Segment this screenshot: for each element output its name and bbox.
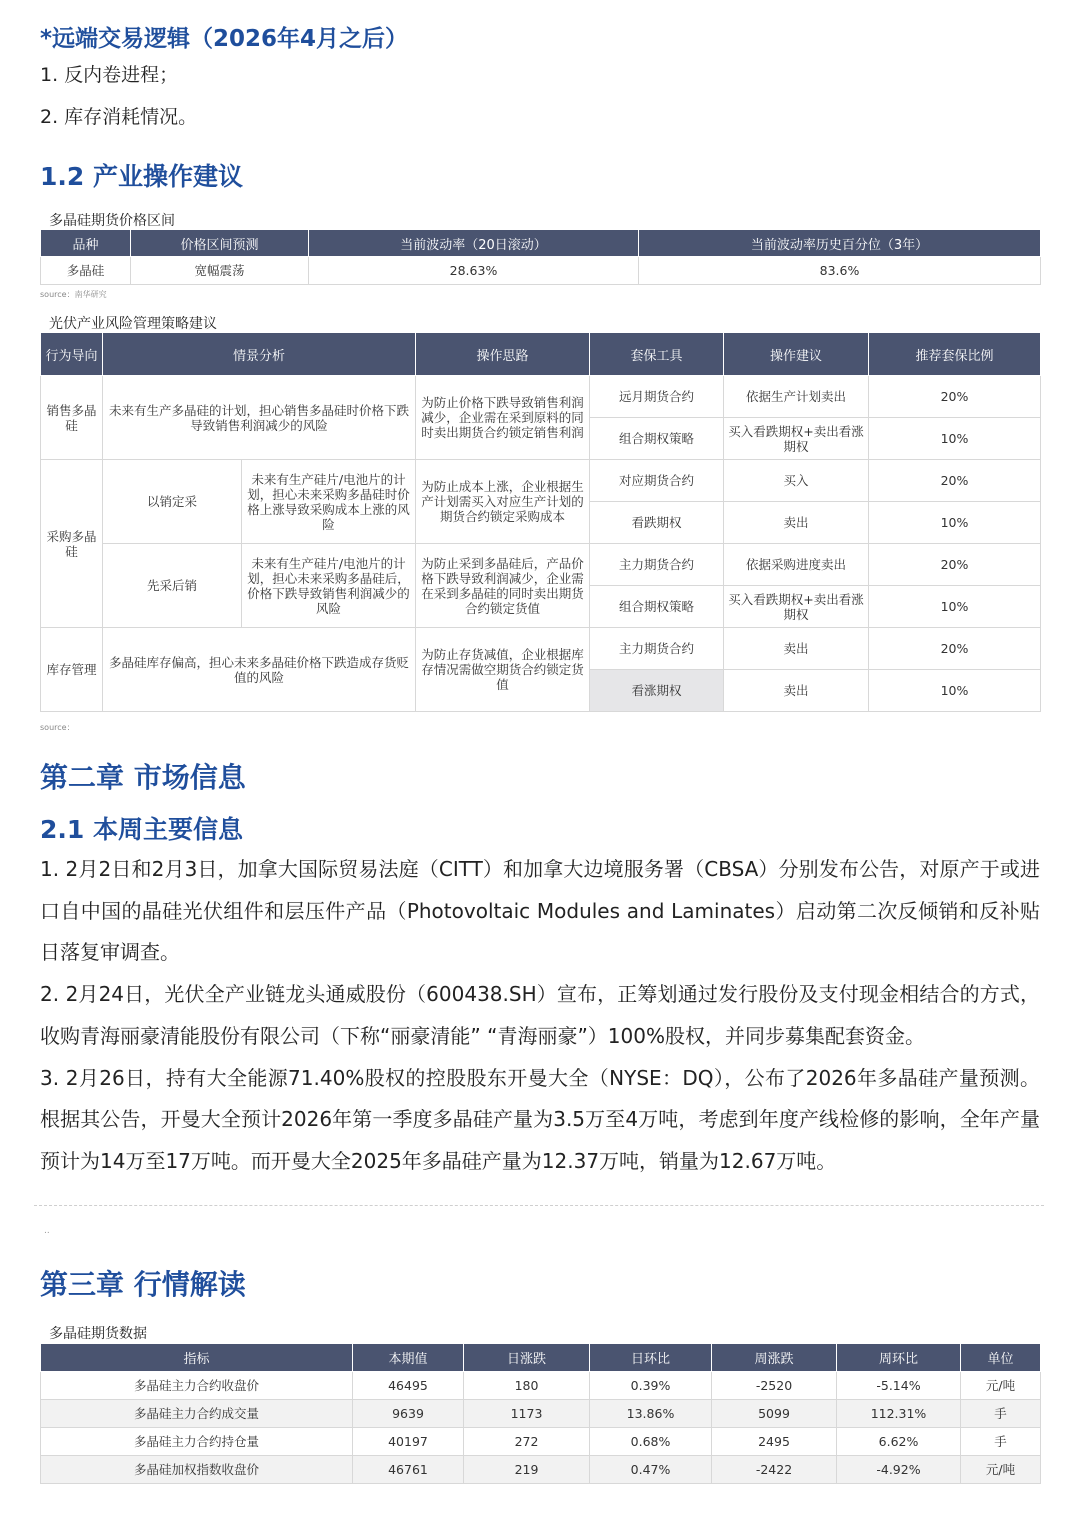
table-cell: 9639 <box>353 1400 464 1428</box>
news-paragraph-1: 1. 2月2日和2月3日，加拿大国际贸易法庭（CITT）和加拿大边境服务署（CBSA）分别发布公告，对原产于或进口自中国的晶硅光伏组件和层压件产品（Photovoltaic Modules and Laminates）启动第二次反倾销和反补贴日落复审调查。 <box>40 857 1040 965</box>
table-cell: 180 <box>464 1372 590 1400</box>
section-2-1-title: 2.1 本周主要信息 <box>40 815 243 844</box>
ratio-cell: 10% <box>869 670 1041 712</box>
table-row <box>41 1372 1041 1400</box>
direction-cell: 库存管理 <box>41 628 103 712</box>
table-cell: 46761 <box>353 1456 464 1484</box>
table-row <box>41 1428 1041 1456</box>
divider-dots: .. <box>44 1226 50 1236</box>
idea-cell: 为防止采到多晶硅后，产品价格下跌导致利润减少，企业需在采到多晶硅的同时卖出期货合约锁定货值 <box>416 544 590 628</box>
table-cell: 多晶硅主力合约持仓量 <box>41 1428 353 1456</box>
advice-cell: 买入看跌期权+卖出看涨期权 <box>724 586 869 628</box>
futures-table-caption: 多晶硅期货数据 <box>49 1326 147 1342</box>
ratio-cell: 20% <box>869 376 1041 418</box>
table-cell: -4.92% <box>837 1456 961 1484</box>
ratio-cell: 20% <box>869 628 1041 670</box>
advice-cell: 依据采购进度卖出 <box>724 544 869 586</box>
table-cell: 2495 <box>712 1428 837 1456</box>
weekly-news <box>40 849 1040 1183</box>
scenario-cell: 未来有生产多晶硅的计划，担心销售多晶硅时价格下跌导致销售利润减少的风险 <box>103 376 416 460</box>
table-cell: 219 <box>464 1456 590 1484</box>
tool-cell: 对应期货合约 <box>590 460 724 502</box>
section-divider <box>34 1205 1044 1206</box>
remote-logic-title: *远端交易逻辑（2026年4月之后） <box>40 26 409 52</box>
table-row <box>41 1400 1041 1428</box>
table-header-cell: 当前波动率（20日滚动） <box>309 230 639 257</box>
table-cell: 1173 <box>464 1400 590 1428</box>
table-header-cell: 周环比 <box>837 1344 961 1372</box>
table-cell: 6.62% <box>837 1428 961 1456</box>
table-cell: -5.14% <box>837 1372 961 1400</box>
table-header-cell: 操作思路 <box>416 333 590 376</box>
tool-cell: 远月期货合约 <box>590 376 724 418</box>
table-row <box>41 544 1041 586</box>
table-header-cell: 品种 <box>41 230 131 257</box>
table-cell: 46495 <box>353 1372 464 1400</box>
table-header-cell: 套保工具 <box>590 333 724 376</box>
tool-cell: 看涨期权 <box>590 670 724 712</box>
table-header-cell: 指标 <box>41 1344 353 1372</box>
ratio-cell: 10% <box>869 502 1041 544</box>
table-row <box>41 628 1041 670</box>
price-table-caption: 多晶硅期货价格区间 <box>49 213 175 229</box>
table-header-cell: 行为导向 <box>41 333 103 376</box>
risk-strategy-table <box>40 332 1041 712</box>
table-header-cell: 操作建议 <box>724 333 869 376</box>
futures-data-table <box>40 1343 1041 1484</box>
advice-cell: 卖出 <box>724 502 869 544</box>
table-cell: 宽幅震荡 <box>131 257 309 285</box>
table-cell: 28.63% <box>309 257 639 285</box>
table-row <box>41 1456 1041 1484</box>
tool-cell: 组合期权策略 <box>590 418 724 460</box>
advice-cell: 买入 <box>724 460 869 502</box>
idea-cell: 为防止成本上涨，企业根据生产计划需买入对应生产计划的期货合约锁定采购成本 <box>416 460 590 544</box>
table-cell: 0.47% <box>590 1456 712 1484</box>
tool-cell: 组合期权策略 <box>590 586 724 628</box>
table-cell: -2422 <box>712 1456 837 1484</box>
ratio-cell: 20% <box>869 544 1041 586</box>
scenario-cell: 未来有生产硅片/电池片的计划，担心未来采购多晶硅后，价格下跌导致销售利润减少的风险 <box>242 544 416 628</box>
idea-cell: 为防止存货减值，企业根据库存情况需做空期货合约锁定货值 <box>416 628 590 712</box>
scenario-cell: 多晶硅库存偏高，担心未来多晶硅价格下跌造成存货贬值的风险 <box>103 628 416 712</box>
advice-cell: 卖出 <box>724 628 869 670</box>
tool-cell: 主力期货合约 <box>590 628 724 670</box>
tool-cell: 主力期货合约 <box>590 544 724 586</box>
table-header-row <box>41 1344 1041 1372</box>
table-header-cell: 推荐套保比例 <box>869 333 1041 376</box>
direction-cell: 采购多晶硅 <box>41 460 103 628</box>
table-cell: 元/吨 <box>961 1372 1041 1400</box>
table-header-cell: 情景分析 <box>103 333 416 376</box>
price-table-source: source：南华研究 <box>40 290 107 299</box>
price-range-table <box>40 229 1041 285</box>
ratio-cell: 10% <box>869 418 1041 460</box>
table-cell: 83.6% <box>639 257 1041 285</box>
advice-cell: 依据生产计划卖出 <box>724 376 869 418</box>
table-cell: 272 <box>464 1428 590 1456</box>
table-header-cell: 单位 <box>961 1344 1041 1372</box>
advice-cell: 卖出 <box>724 670 869 712</box>
table-cell: 0.39% <box>590 1372 712 1400</box>
chapter-2-title: 第二章 市场信息 <box>40 761 246 794</box>
table-header-row <box>41 333 1041 376</box>
table-cell: 多晶硅加权指数收盘价 <box>41 1456 353 1484</box>
ratio-cell: 20% <box>869 460 1041 502</box>
tool-cell: 看跌期权 <box>590 502 724 544</box>
risk-table-caption: 光伏产业风险管理策略建议 <box>49 316 217 332</box>
table-cell: 多晶硅主力合约成交量 <box>41 1400 353 1428</box>
mode-cell: 先采后销 <box>103 544 242 628</box>
table-header-cell: 价格区间预测 <box>131 230 309 257</box>
table-header-cell: 周涨跌 <box>712 1344 837 1372</box>
table-header-row <box>41 230 1041 257</box>
table-cell: 手 <box>961 1400 1041 1428</box>
chapter-3-title: 第三章 行情解读 <box>40 1268 246 1301</box>
risk-table-source: source： <box>40 723 75 732</box>
news-paragraph-3: 3. 2月26日，持有大全能源71.40%股权的控股股东开曼大全（NYSE：DQ），公布了2026年多晶硅产量预测。根据其公告，开曼大全预计2026年第一季度多晶硅产量为3.5万至4万吨，考虑到年度产线检修的影响，全年产量预计为14万至17万吨。而开曼大全2025年多晶硅产量为12.37万吨，销量为12.67万吨。 <box>40 1065 1040 1173</box>
table-cell: 40197 <box>353 1428 464 1456</box>
news-paragraph-2: 2. 2月24日，光伏全产业链龙头通威股份（600438.SH）宣布，正筹划通过发行股份及支付现金相结合的方式，收购青海丽豪清能股份有限公司（下称“丽豪清能” “青海丽豪”）100%股权，并同步募集配套资金。 <box>40 982 1040 1048</box>
table-header-cell: 日环比 <box>590 1344 712 1372</box>
table-row <box>41 460 1041 502</box>
remote-logic-item-2: 2. 库存消耗情况。 <box>40 106 198 128</box>
direction-cell: 销售多晶硅 <box>41 376 103 460</box>
table-cell: 5099 <box>712 1400 837 1428</box>
scenario-cell: 未来有生产硅片/电池片的计划，担心未来采购多晶硅时价格上涨导致采购成本上涨的风险 <box>242 460 416 544</box>
table-cell: 手 <box>961 1428 1041 1456</box>
table-cell: 0.68% <box>590 1428 712 1456</box>
table-cell: 13.86% <box>590 1400 712 1428</box>
ratio-cell: 10% <box>869 586 1041 628</box>
table-cell: 多晶硅主力合约收盘价 <box>41 1372 353 1400</box>
section-1-2-title: 1.2 产业操作建议 <box>40 162 243 191</box>
table-cell: -2520 <box>712 1372 837 1400</box>
table-cell: 112.31% <box>837 1400 961 1428</box>
advice-cell: 买入看跌期权+卖出看涨期权 <box>724 418 869 460</box>
table-row <box>41 257 1041 285</box>
table-row <box>41 376 1041 418</box>
mode-cell: 以销定采 <box>103 460 242 544</box>
table-header-cell: 本期值 <box>353 1344 464 1372</box>
table-header-cell: 当前波动率历史百分位（3年） <box>639 230 1041 257</box>
table-cell: 元/吨 <box>961 1456 1041 1484</box>
idea-cell: 为防止价格下跌导致销售利润减少，企业需在采到原料的同时卖出期货合约锁定销售利润 <box>416 376 590 460</box>
table-header-cell: 日涨跌 <box>464 1344 590 1372</box>
table-cell: 多晶硅 <box>41 257 131 285</box>
remote-logic-item-1: 1. 反内卷进程； <box>40 64 179 86</box>
